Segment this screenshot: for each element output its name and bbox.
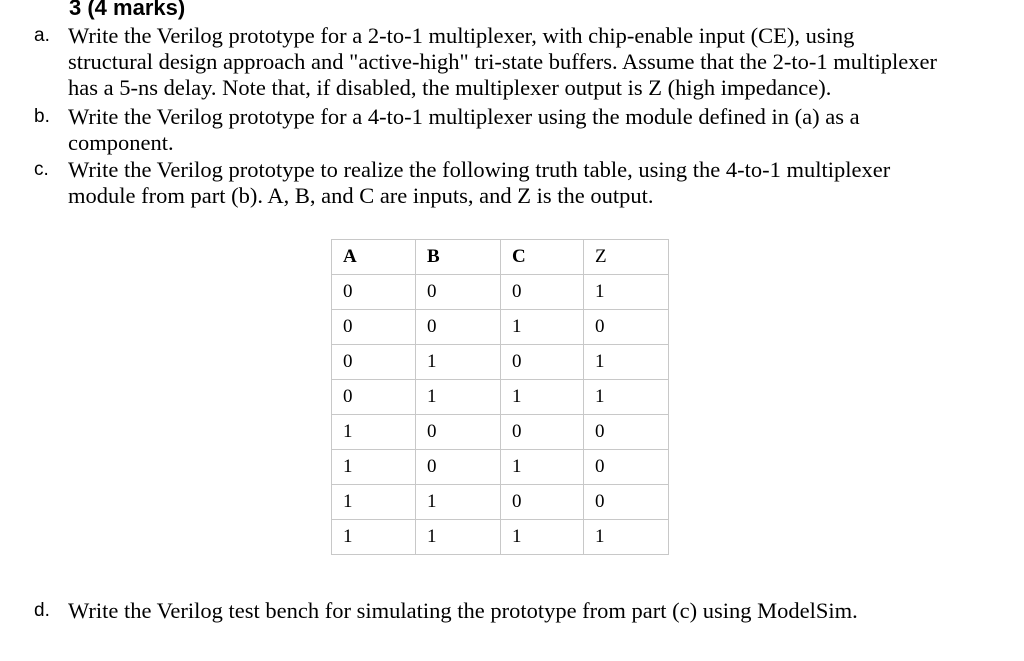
table-cell: 1 <box>332 520 416 555</box>
question-d-letter: d. <box>34 600 50 621</box>
table-cell: 1 <box>501 310 584 345</box>
table-row <box>332 380 669 415</box>
table-cell: 1 <box>584 345 669 380</box>
truth-table-header-row <box>332 240 669 275</box>
table-cell: 0 <box>501 345 584 380</box>
table-cell: 0 <box>416 415 501 450</box>
table-cell: 0 <box>584 485 669 520</box>
table-cell: 1 <box>416 520 501 555</box>
table-cell: 0 <box>501 415 584 450</box>
table-cell: 0 <box>332 275 416 310</box>
table-cell: 0 <box>332 310 416 345</box>
table-cell: 1 <box>332 450 416 485</box>
question-c-line: Write the Verilog prototype to realize the following truth table, using the 4-to-1 multiplexer <box>68 157 891 182</box>
table-cell: 0 <box>416 310 501 345</box>
question-a-line: structural design approach and "active-high" tri-state buffers. Assume that the 2-to-1 multiplexer <box>68 49 937 74</box>
table-row <box>332 450 669 485</box>
table-cell: 1 <box>332 415 416 450</box>
question-heading: 3 (4 marks) <box>69 0 186 20</box>
table-cell: 0 <box>332 345 416 380</box>
table-cell: 1 <box>416 345 501 380</box>
table-cell: 1 <box>501 520 584 555</box>
table-cell: 1 <box>584 275 669 310</box>
table-row <box>332 485 669 520</box>
question-b-line: Write the Verilog prototype for a 4-to-1 multiplexer using the module defined in (a) as a <box>68 104 860 129</box>
question-b-letter: b. <box>34 106 50 127</box>
table-cell: 1 <box>584 520 669 555</box>
table-cell: 1 <box>584 380 669 415</box>
question-c-letter: c. <box>34 159 49 180</box>
question-b-line: component. <box>68 130 174 155</box>
table-cell: 0 <box>584 450 669 485</box>
table-row <box>332 415 669 450</box>
table-row <box>332 310 669 345</box>
table-cell: 1 <box>332 485 416 520</box>
question-a-text <box>68 23 1018 101</box>
table-row <box>332 275 669 310</box>
table-cell: 0 <box>584 310 669 345</box>
truth-table <box>331 239 669 555</box>
truth-table-header-z: Z <box>584 240 669 275</box>
table-cell: 1 <box>501 450 584 485</box>
table-cell: 0 <box>501 485 584 520</box>
truth-table-header-c: C <box>501 240 584 275</box>
question-d-text <box>68 598 1018 624</box>
table-cell: 1 <box>501 380 584 415</box>
question-a-line: Write the Verilog prototype for a 2-to-1 multiplexer, with chip-enable input (CE), using <box>68 23 855 48</box>
table-row <box>332 520 669 555</box>
table-cell: 1 <box>416 380 501 415</box>
truth-table-header-a: A <box>332 240 416 275</box>
table-row <box>332 345 669 380</box>
table-cell: 1 <box>416 485 501 520</box>
table-cell: 0 <box>584 415 669 450</box>
question-a-line: has a 5-ns delay. Note that, if disabled, the multiplexer output is Z (high impedance). <box>68 75 832 100</box>
question-c-text <box>68 157 1018 209</box>
question-c-line: module from part (b). A, B, and C are inputs, and Z is the output. <box>68 183 654 208</box>
question-d-line: Write the Verilog test bench for simulating the prototype from part (c) using ModelSim. <box>68 598 858 623</box>
table-cell: 0 <box>416 450 501 485</box>
table-cell: 0 <box>501 275 584 310</box>
table-cell: 0 <box>332 380 416 415</box>
table-cell: 0 <box>416 275 501 310</box>
question-b-text <box>68 104 1018 156</box>
question-a-letter: a. <box>34 25 50 46</box>
truth-table-header-b: B <box>416 240 501 275</box>
